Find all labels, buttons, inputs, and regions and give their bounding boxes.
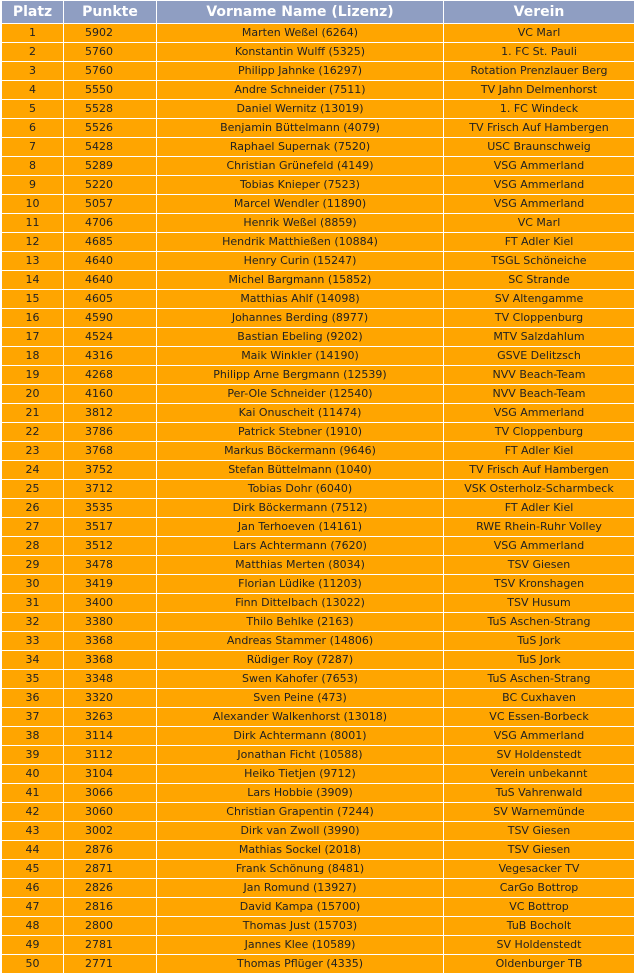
- table-row: [2, 24, 634, 42]
- cell-verein: VC Marl: [444, 214, 634, 232]
- table-row: [2, 518, 634, 536]
- cell-verein: TSV Giesen: [444, 556, 634, 574]
- cell-name: Marcel Wendler (11890): [157, 195, 443, 213]
- table-row: [2, 366, 634, 384]
- table-row: [2, 784, 634, 802]
- cell-name: Henry Curin (15247): [157, 252, 443, 270]
- cell-verein: TV Cloppenburg: [444, 309, 634, 327]
- cell-punkte: 5289: [64, 157, 156, 175]
- cell-punkte: 3002: [64, 822, 156, 840]
- table-row: [2, 651, 634, 669]
- cell-name: Jan Romund (13927): [157, 879, 443, 897]
- cell-punkte: 4316: [64, 347, 156, 365]
- header-row: [2, 1, 634, 23]
- table-row: [2, 537, 634, 555]
- cell-name: Henrik Weßel (8859): [157, 214, 443, 232]
- cell-verein: 1. FC Windeck: [444, 100, 634, 118]
- cell-platz: 38: [2, 727, 63, 745]
- cell-platz: 30: [2, 575, 63, 593]
- cell-punkte: 2876: [64, 841, 156, 859]
- cell-name: Florian Lüdike (11203): [157, 575, 443, 593]
- cell-name: Kai Onuscheit (11474): [157, 404, 443, 422]
- cell-platz: 9: [2, 176, 63, 194]
- table-row: [2, 822, 634, 840]
- cell-punkte: 3535: [64, 499, 156, 517]
- table-row: [2, 803, 634, 821]
- header-name: Vorname Name (Lizenz): [157, 1, 443, 23]
- table-row: [2, 708, 634, 726]
- cell-punkte: 3368: [64, 651, 156, 669]
- cell-name: Christian Grapentin (7244): [157, 803, 443, 821]
- table-row: [2, 936, 634, 954]
- table-row: [2, 765, 634, 783]
- table-row: [2, 860, 634, 878]
- cell-verein: FT Adler Kiel: [444, 499, 634, 517]
- cell-verein: VSG Ammerland: [444, 157, 634, 175]
- table-row: [2, 138, 634, 156]
- cell-verein: TuS Aschen-Strang: [444, 613, 634, 631]
- cell-name: Philipp Arne Bergmann (12539): [157, 366, 443, 384]
- cell-punkte: 2800: [64, 917, 156, 935]
- cell-verein: SV Holdenstedt: [444, 936, 634, 954]
- cell-punkte: 2816: [64, 898, 156, 916]
- cell-name: Swen Kahofer (7653): [157, 670, 443, 688]
- cell-platz: 28: [2, 537, 63, 555]
- cell-platz: 21: [2, 404, 63, 422]
- cell-name: Heiko Tietjen (9712): [157, 765, 443, 783]
- cell-name: Rüdiger Roy (7287): [157, 651, 443, 669]
- cell-verein: USC Braunschweig: [444, 138, 634, 156]
- table-row: [2, 442, 634, 460]
- cell-name: Thomas Pflüger (4335): [157, 955, 443, 973]
- table-row: [2, 879, 634, 897]
- cell-platz: 44: [2, 841, 63, 859]
- cell-punkte: 3419: [64, 575, 156, 593]
- table-row: [2, 43, 634, 61]
- cell-punkte: 4590: [64, 309, 156, 327]
- cell-platz: 12: [2, 233, 63, 251]
- cell-punkte: 3380: [64, 613, 156, 631]
- cell-punkte: 3066: [64, 784, 156, 802]
- cell-platz: 1: [2, 24, 63, 42]
- cell-name: Daniel Wernitz (13019): [157, 100, 443, 118]
- cell-verein: 1. FC St. Pauli: [444, 43, 634, 61]
- cell-punkte: 3768: [64, 442, 156, 460]
- cell-name: Matthias Ahlf (14098): [157, 290, 443, 308]
- cell-name: Patrick Stebner (1910): [157, 423, 443, 441]
- cell-punkte: 5526: [64, 119, 156, 137]
- cell-verein: Rotation Prenzlauer Berg: [444, 62, 634, 80]
- cell-name: Thomas Just (15703): [157, 917, 443, 935]
- cell-verein: FT Adler Kiel: [444, 442, 634, 460]
- cell-name: David Kampa (15700): [157, 898, 443, 916]
- cell-punkte: 5550: [64, 81, 156, 99]
- cell-verein: RWE Rhein-Ruhr Volley: [444, 518, 634, 536]
- cell-verein: VC Marl: [444, 24, 634, 42]
- cell-punkte: 4524: [64, 328, 156, 346]
- cell-punkte: 3712: [64, 480, 156, 498]
- cell-punkte: 3368: [64, 632, 156, 650]
- cell-platz: 43: [2, 822, 63, 840]
- table-row: [2, 670, 634, 688]
- table-row: [2, 195, 634, 213]
- cell-name: Konstantin Wulff (5325): [157, 43, 443, 61]
- cell-platz: 50: [2, 955, 63, 973]
- cell-punkte: 5760: [64, 62, 156, 80]
- cell-name: Matthias Merten (8034): [157, 556, 443, 574]
- cell-platz: 36: [2, 689, 63, 707]
- cell-name: Markus Böckermann (9646): [157, 442, 443, 460]
- cell-platz: 34: [2, 651, 63, 669]
- cell-name: Maik Winkler (14190): [157, 347, 443, 365]
- cell-name: Jan Terhoeven (14161): [157, 518, 443, 536]
- table-row: [2, 480, 634, 498]
- cell-name: Thilo Behlke (2163): [157, 613, 443, 631]
- cell-punkte: 3752: [64, 461, 156, 479]
- cell-verein: VSG Ammerland: [444, 176, 634, 194]
- cell-punkte: 5528: [64, 100, 156, 118]
- table-row: [2, 689, 634, 707]
- cell-verein: VSK Osterholz-Scharmbeck: [444, 480, 634, 498]
- table-row: [2, 955, 634, 973]
- table-row: [2, 214, 634, 232]
- cell-punkte: 3060: [64, 803, 156, 821]
- table-row: [2, 233, 634, 251]
- cell-name: Dirk van Zwoll (3990): [157, 822, 443, 840]
- cell-name: Sven Peine (473): [157, 689, 443, 707]
- cell-punkte: 3512: [64, 537, 156, 555]
- cell-platz: 14: [2, 271, 63, 289]
- cell-platz: 37: [2, 708, 63, 726]
- cell-verein: TuS Aschen-Strang: [444, 670, 634, 688]
- cell-platz: 8: [2, 157, 63, 175]
- table-row: [2, 727, 634, 745]
- header-platz: Platz: [2, 1, 63, 23]
- table-row: [2, 404, 634, 422]
- cell-name: Johannes Berding (8977): [157, 309, 443, 327]
- table-row: [2, 176, 634, 194]
- cell-platz: 47: [2, 898, 63, 916]
- cell-punkte: 4706: [64, 214, 156, 232]
- cell-verein: CarGo Bottrop: [444, 879, 634, 897]
- cell-verein: TSV Giesen: [444, 841, 634, 859]
- cell-verein: TuS Vahrenwald: [444, 784, 634, 802]
- cell-name: Alexander Walkenhorst (13018): [157, 708, 443, 726]
- cell-platz: 7: [2, 138, 63, 156]
- cell-verein: VC Essen-Borbeck: [444, 708, 634, 726]
- table-row: [2, 746, 634, 764]
- cell-punkte: 4160: [64, 385, 156, 403]
- header-punkte: Punkte: [64, 1, 156, 23]
- cell-platz: 10: [2, 195, 63, 213]
- cell-platz: 39: [2, 746, 63, 764]
- cell-platz: 24: [2, 461, 63, 479]
- cell-verein: TV Frisch Auf Hambergen: [444, 119, 634, 137]
- cell-punkte: 3400: [64, 594, 156, 612]
- cell-verein: TSV Husum: [444, 594, 634, 612]
- cell-verein: SV Altengamme: [444, 290, 634, 308]
- table-row: [2, 423, 634, 441]
- cell-name: Raphael Supernak (7520): [157, 138, 443, 156]
- table-row: [2, 62, 634, 80]
- table-row: [2, 157, 634, 175]
- cell-verein: VSG Ammerland: [444, 727, 634, 745]
- table-row: [2, 100, 634, 118]
- cell-punkte: 2771: [64, 955, 156, 973]
- cell-verein: TSV Giesen: [444, 822, 634, 840]
- cell-verein: TuS Jork: [444, 651, 634, 669]
- table-row: [2, 575, 634, 593]
- table-row: [2, 328, 634, 346]
- cell-verein: TV Cloppenburg: [444, 423, 634, 441]
- cell-verein: VSG Ammerland: [444, 195, 634, 213]
- cell-name: Per-Ole Schneider (12540): [157, 385, 443, 403]
- cell-platz: 20: [2, 385, 63, 403]
- cell-verein: SV Holdenstedt: [444, 746, 634, 764]
- cell-platz: 33: [2, 632, 63, 650]
- cell-punkte: 3320: [64, 689, 156, 707]
- cell-name: Andreas Stammer (14806): [157, 632, 443, 650]
- cell-name: Hendrik Matthießen (10884): [157, 233, 443, 251]
- cell-punkte: 5220: [64, 176, 156, 194]
- table-row: [2, 556, 634, 574]
- table-row: [2, 252, 634, 270]
- cell-name: Lars Achtermann (7620): [157, 537, 443, 555]
- cell-platz: 19: [2, 366, 63, 384]
- table-row: [2, 917, 634, 935]
- cell-name: Philipp Jahnke (16297): [157, 62, 443, 80]
- cell-name: Stefan Büttelmann (1040): [157, 461, 443, 479]
- cell-verein: TV Frisch Auf Hambergen: [444, 461, 634, 479]
- cell-platz: 29: [2, 556, 63, 574]
- cell-punkte: 2826: [64, 879, 156, 897]
- table-row: [2, 290, 634, 308]
- cell-verein: TSGL Schöneiche: [444, 252, 634, 270]
- cell-verein: VSG Ammerland: [444, 404, 634, 422]
- cell-punkte: 4640: [64, 271, 156, 289]
- cell-platz: 25: [2, 480, 63, 498]
- cell-punkte: 3104: [64, 765, 156, 783]
- cell-platz: 41: [2, 784, 63, 802]
- cell-name: Michel Bargmann (15852): [157, 271, 443, 289]
- cell-name: Benjamin Büttelmann (4079): [157, 119, 443, 137]
- cell-platz: 13: [2, 252, 63, 270]
- table-row: [2, 347, 634, 365]
- cell-punkte: 3478: [64, 556, 156, 574]
- cell-verein: SC Strande: [444, 271, 634, 289]
- cell-verein: Verein unbekannt: [444, 765, 634, 783]
- cell-platz: 42: [2, 803, 63, 821]
- cell-platz: 17: [2, 328, 63, 346]
- ranking-table: [1, 0, 635, 974]
- cell-verein: MTV Salzdahlum: [444, 328, 634, 346]
- cell-punkte: 4605: [64, 290, 156, 308]
- cell-platz: 49: [2, 936, 63, 954]
- cell-verein: TV Jahn Delmenhorst: [444, 81, 634, 99]
- cell-platz: 26: [2, 499, 63, 517]
- cell-punkte: 4268: [64, 366, 156, 384]
- cell-verein: Oldenburger TB: [444, 955, 634, 973]
- header-verein: Verein: [444, 1, 634, 23]
- cell-platz: 16: [2, 309, 63, 327]
- table-row: [2, 841, 634, 859]
- cell-name: Andre Schneider (7511): [157, 81, 443, 99]
- cell-name: Jonathan Ficht (10588): [157, 746, 443, 764]
- cell-verein: TuS Jork: [444, 632, 634, 650]
- cell-punkte: 4640: [64, 252, 156, 270]
- cell-punkte: 5057: [64, 195, 156, 213]
- cell-punkte: 3112: [64, 746, 156, 764]
- cell-platz: 40: [2, 765, 63, 783]
- cell-name: Bastian Ebeling (9202): [157, 328, 443, 346]
- table-row: [2, 81, 634, 99]
- cell-verein: NVV Beach-Team: [444, 366, 634, 384]
- cell-verein: SV Warnemünde: [444, 803, 634, 821]
- cell-platz: 2: [2, 43, 63, 61]
- cell-punkte: 3786: [64, 423, 156, 441]
- table-row: [2, 594, 634, 612]
- cell-platz: 45: [2, 860, 63, 878]
- cell-punkte: 5760: [64, 43, 156, 61]
- cell-verein: FT Adler Kiel: [444, 233, 634, 251]
- table-row: [2, 898, 634, 916]
- cell-punkte: 2871: [64, 860, 156, 878]
- cell-name: Tobias Knieper (7523): [157, 176, 443, 194]
- cell-platz: 31: [2, 594, 63, 612]
- cell-verein: BC Cuxhaven: [444, 689, 634, 707]
- cell-verein: GSVE Delitzsch: [444, 347, 634, 365]
- cell-name: Christian Grünefeld (4149): [157, 157, 443, 175]
- cell-platz: 27: [2, 518, 63, 536]
- cell-name: Mathias Sockel (2018): [157, 841, 443, 859]
- cell-platz: 18: [2, 347, 63, 365]
- cell-punkte: 5902: [64, 24, 156, 42]
- cell-name: Tobias Dohr (6040): [157, 480, 443, 498]
- cell-punkte: 3263: [64, 708, 156, 726]
- cell-punkte: 3812: [64, 404, 156, 422]
- cell-platz: 4: [2, 81, 63, 99]
- cell-name: Dirk Böckermann (7512): [157, 499, 443, 517]
- cell-name: Frank Schönung (8481): [157, 860, 443, 878]
- cell-platz: 11: [2, 214, 63, 232]
- cell-verein: TSV Kronshagen: [444, 575, 634, 593]
- cell-punkte: 3348: [64, 670, 156, 688]
- cell-platz: 48: [2, 917, 63, 935]
- cell-punkte: 4685: [64, 233, 156, 251]
- table-row: [2, 461, 634, 479]
- cell-name: Dirk Achtermann (8001): [157, 727, 443, 745]
- cell-punkte: 3114: [64, 727, 156, 745]
- cell-name: Lars Hobbie (3909): [157, 784, 443, 802]
- cell-punkte: 3517: [64, 518, 156, 536]
- table-row: [2, 499, 634, 517]
- cell-name: Jannes Klee (10589): [157, 936, 443, 954]
- cell-platz: 23: [2, 442, 63, 460]
- cell-platz: 32: [2, 613, 63, 631]
- cell-verein: TuB Bocholt: [444, 917, 634, 935]
- cell-verein: NVV Beach-Team: [444, 385, 634, 403]
- table-row: [2, 632, 634, 650]
- table-row: [2, 309, 634, 327]
- cell-punkte: 5428: [64, 138, 156, 156]
- table-row: [2, 271, 634, 289]
- cell-platz: 35: [2, 670, 63, 688]
- table-row: [2, 119, 634, 137]
- cell-name: Finn Dittelbach (13022): [157, 594, 443, 612]
- cell-verein: VC Bottrop: [444, 898, 634, 916]
- cell-platz: 5: [2, 100, 63, 118]
- cell-platz: 15: [2, 290, 63, 308]
- table-row: [2, 613, 634, 631]
- cell-platz: 6: [2, 119, 63, 137]
- cell-platz: 3: [2, 62, 63, 80]
- cell-punkte: 2781: [64, 936, 156, 954]
- cell-name: Marten Weßel (6264): [157, 24, 443, 42]
- cell-platz: 46: [2, 879, 63, 897]
- table-row: [2, 385, 634, 403]
- cell-verein: Vegesacker TV: [444, 860, 634, 878]
- cell-verein: VSG Ammerland: [444, 537, 634, 555]
- cell-platz: 22: [2, 423, 63, 441]
